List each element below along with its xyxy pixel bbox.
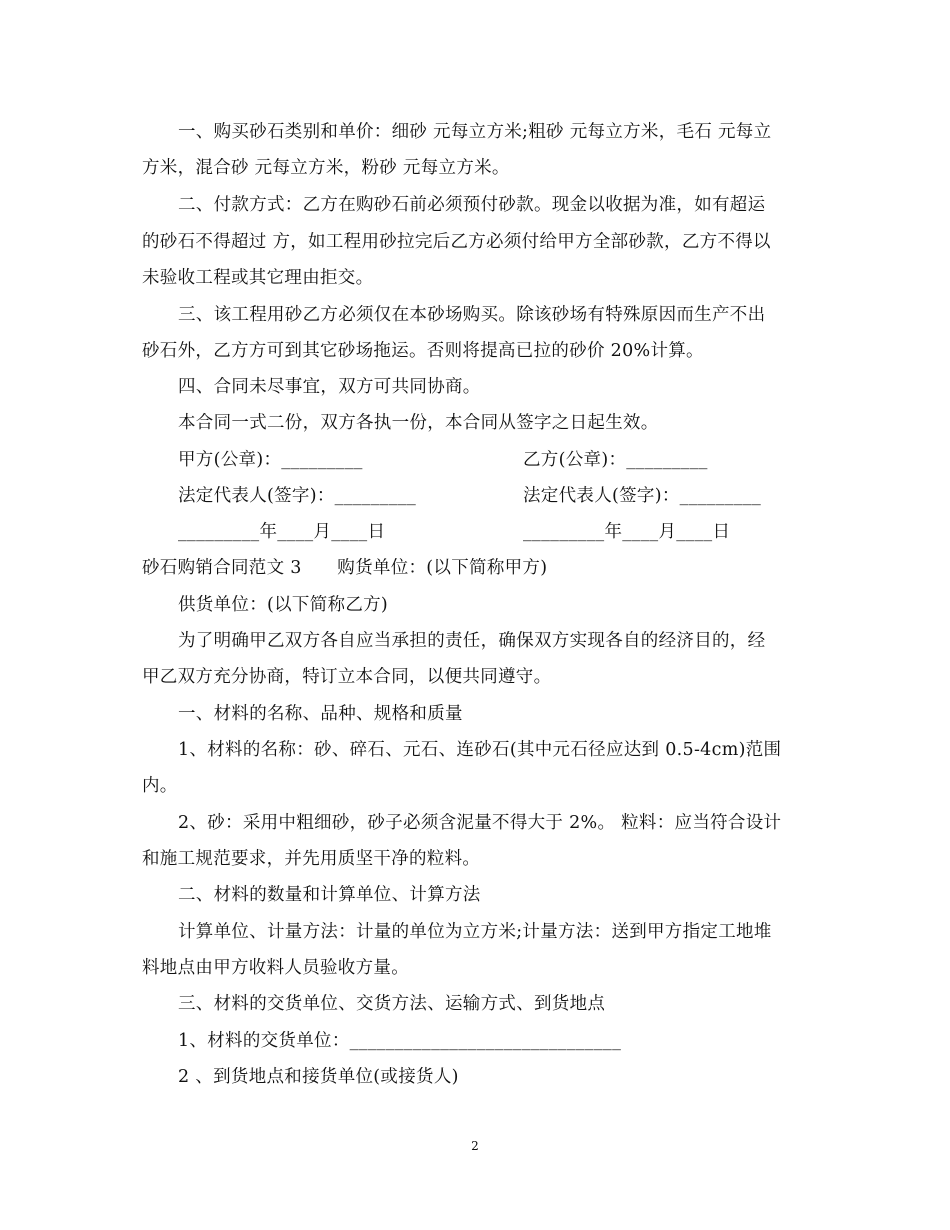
paragraph-line: 2、砂：采用中粗细砂，砂子必须含泥量不得大于 2%。 粒料：应当符合设计: [178, 813, 782, 833]
party-a-date-line: _________年____月____日: [178, 522, 386, 542]
party-b-date-line: _________年____月____日: [523, 522, 731, 542]
paragraph-line: 2 、到货地点和接货单位(或接货人): [178, 1067, 459, 1087]
party-b-representative-line: 法定代表人(签字)：_________: [523, 486, 762, 506]
paragraph-line: 三、该工程用砂乙方必须仅在本砂场购买。除该砂场有特殊原因而生产不出: [178, 305, 766, 325]
paragraph-line: 本合同一式二份，双方各执一份，本合同从签字之日起生效。: [178, 413, 659, 433]
paragraph-line: 计算单位、计量方法：计量的单位为立方米;计量方法：送到甲方指定工地堆: [178, 922, 772, 942]
paragraph-line: 和施工规范要求，并先用质坚干净的粒料。: [142, 849, 481, 869]
party-b-seal-line: 乙方(公章)：_________: [523, 450, 708, 470]
section-heading-line: 砂石购销合同范文 3 购货单位：(以下简称甲方): [142, 558, 548, 578]
paragraph-line: 二、材料的数量和计算单位、计算方法: [178, 885, 481, 905]
paragraph-line: 四、合同未尽事宜，双方可共同协商。: [178, 377, 481, 397]
paragraph-line: 为了明确甲乙双方各自应当承担的责任，确保双方实现各自的经济目的，经: [178, 631, 766, 651]
party-a-representative-line: 法定代表人(签字)：_________: [178, 486, 417, 506]
paragraph-line: 供货单位：(以下简称乙方): [178, 595, 389, 615]
paragraph-line: 内。: [142, 776, 178, 796]
paragraph-line: 的砂石不得超过 方，如工程用砂拉完后乙方必须付给甲方全部砂款，乙方不得以: [142, 232, 771, 252]
paragraph-line: 甲乙双方充分协商，特订立本合同，以便共同遵守。: [142, 667, 552, 687]
party-a-seal-line: 甲方(公章)：_________: [178, 450, 363, 470]
paragraph-line: 一、材料的名称、品种、规格和质量: [178, 704, 463, 724]
paragraph-line: 砂石外，乙方方可到其它砂场拖运。否则将提高已拉的砂价 20%计算。: [142, 341, 704, 361]
paragraph-line: 二、付款方式：乙方在购砂石前必须预付砂款。现金以收据为准，如有超运: [178, 195, 766, 215]
paragraph-line: 1、材料的交货单位：______________________________: [178, 1031, 622, 1051]
paragraph-line: 方米，混合砂 元每立方米，粉砂 元每立方米。: [142, 158, 510, 178]
paragraph-line: 未验收工程或其它理由拒交。: [142, 268, 374, 288]
paragraph-line: 1、材料的名称：砂、碎石、元石、连砂石(其中元石径应达到 0.5-4cm)范围: [178, 740, 782, 760]
paragraph-line: 料地点由甲方收料人员验收方量。: [142, 958, 409, 978]
paragraph-line: 三、材料的交货单位、交货方法、运输方式、到货地点: [178, 994, 606, 1014]
paragraph-line: 一、购买砂石类别和单价：细砂 元每立方米;粗砂 元每立方米，毛石 元每立: [178, 122, 772, 142]
page-number: 2: [471, 1139, 479, 1153]
